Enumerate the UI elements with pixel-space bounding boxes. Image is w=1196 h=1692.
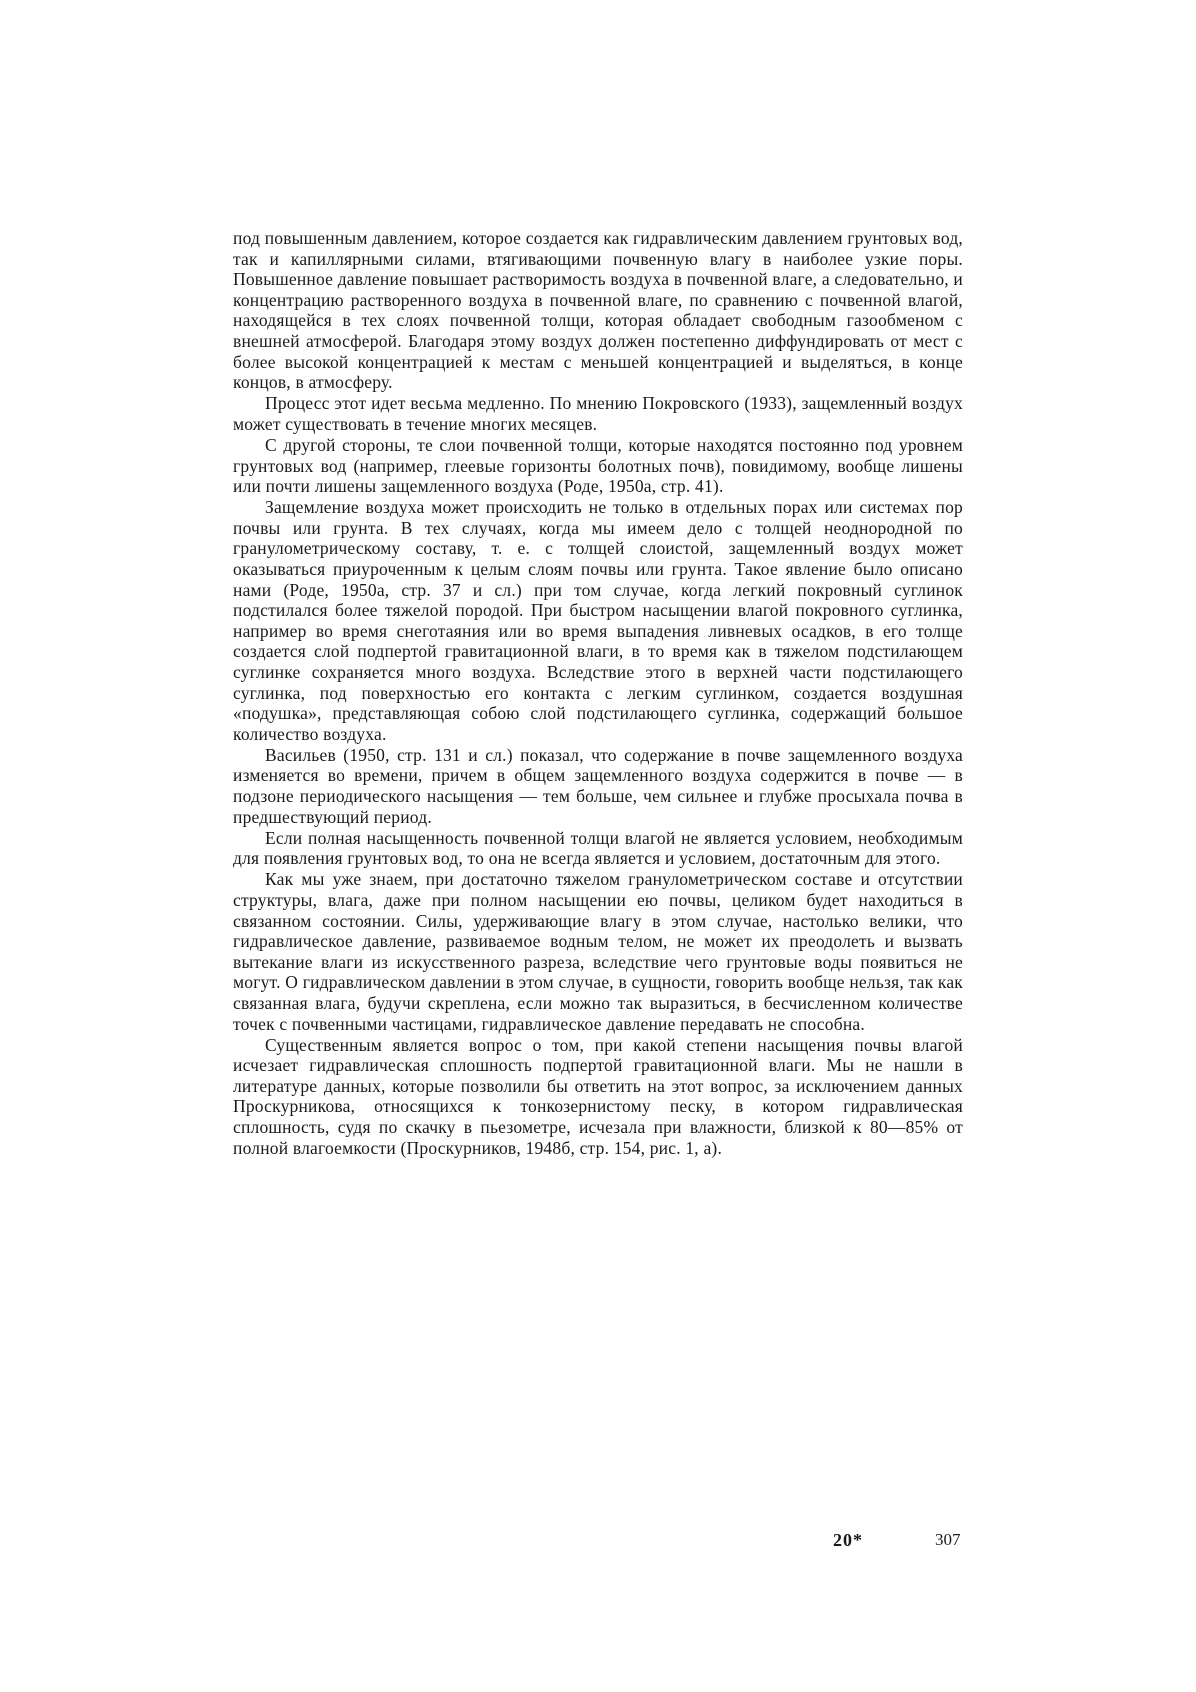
paragraph-3: С другой стороны, те слои почвенной толщи, которые находятся постоянно под уровнем грунтовых вод (например, глеевые горизонты болотных почв), повидимому, вообще лишены или почти лишены защемленного воздуха (Роде, 1950а, стр. 41). — [233, 434, 963, 497]
printer-signature-mark: 20* — [833, 1530, 863, 1550]
page-number: 307 — [935, 1530, 961, 1549]
paragraph-4: Защемление воздуха может происходить не только в отдельных порах или системах пор почвы или грунта. В тех случаях, когда мы имеем дело с толщей неоднородной по гранулометрическому составу, т. е. с толщей слоистой, защемленный воздух может оказываться приуроченным к целым слоям почвы или грунта. Такое явление было описано нами (Роде, 1950а, стр. 37 и сл.) при том случае, когда легкий покровный суглинок подстилался более тяжелой породой. При быстром насыщении влагой покровного суглинка, например во время снеготаяния или во время выпадения ливневых осадков, в его толще создается слой подпертой гравитационной влаги, в то время как в тяжелом подстилающем суглинке сохраняется много воздуха. Вследствие этого в верхней части подстилающего суглинка, под поверхностью его контакта с легким суглинком, создается воздушная «подушка», представляющая собою слой подстилающего суглинка, содержащий большое количество воздуха. — [233, 497, 963, 744]
paragraph-2: Процесс этот идет весьма медленно. По мнению Покровского (1933), защемленный воздух может существовать в течение многих месяцев. — [233, 393, 963, 434]
page-body — [233, 228, 963, 1158]
paragraph-6: Если полная насыщенность почвенной толщи влагой не является условием, необходимым для появления грунтовых вод, то она не всегда является и условием, достаточным для этого. — [233, 827, 963, 869]
paragraph-1: под повышенным давлением, которое создается как гидравлическим давлением грунтовых вод, так и капиллярными силами, втягивающими почвенную влагу в наиболее узкие поры. Повышенное давление повышает растворимость воздуха в почвенной влаге, а следовательно, и концентрацию растворенного воздуха в почвенной влаге, по сравнению с почвенной влагой, находящейся в тех слоях почвенной толщи, которая обладает свободным газообменом с внешней атмосферой. Благодаря этому воздух должен постепенно диффундировать от мест с более высокой концентрацией к местам с меньшей концентрацией и выделяться, в конце концов, в атмосферу. — [233, 228, 963, 393]
paragraph-7: Как мы уже знаем, при достаточно тяжелом гранулометрическом составе и отсутствии структуры, влага, даже при полном насыщении ею почвы, целиком будет находиться в связанном состоянии. Силы, удерживающие влагу в этом случае, настолько велики, что гидравлическое давление, развиваемое водным телом, не может их преодолеть и вызвать вытекание влаги из искусственного разреза, вследствие чего грунтовые воды появиться не могут. О гидравлическом давлении в этом случае, в сущности, говорить вообще нельзя, так как связанная влага, будучи скреплена, если можно так выразиться, в бесчисленном количестве точек с почвенными частицами, гидравлическое давление передавать не способна. — [233, 869, 963, 1034]
paragraph-5: Васильев (1950, стр. 131 и сл.) показал, что содержание в почве защемленного воздуха изменяется во времени, причем в общем защемленного воздуха содержится в почве — в подзоне периодического насыщения — тем больше, чем сильнее и глубже просыхала почва в предшествующий период. — [233, 744, 963, 827]
paragraph-8: Существенным является вопрос о том, при какой степени насыщения почвы влагой исчезает гидравлическая сплошность подпертой гравитационной влаги. Мы не нашли в литературе данных, которые позволили бы ответить на этот вопрос, за исключением данных Проскурникова, относящихся к тонкозернистому песку, в котором гидравлическая сплошность, судя по скачку в пьезометре, исчезала при влажности, близкой к 80—85% от полной влагоемкости (Проскурников, 1948б, стр. 154, рис. 1, а). — [233, 1034, 963, 1158]
